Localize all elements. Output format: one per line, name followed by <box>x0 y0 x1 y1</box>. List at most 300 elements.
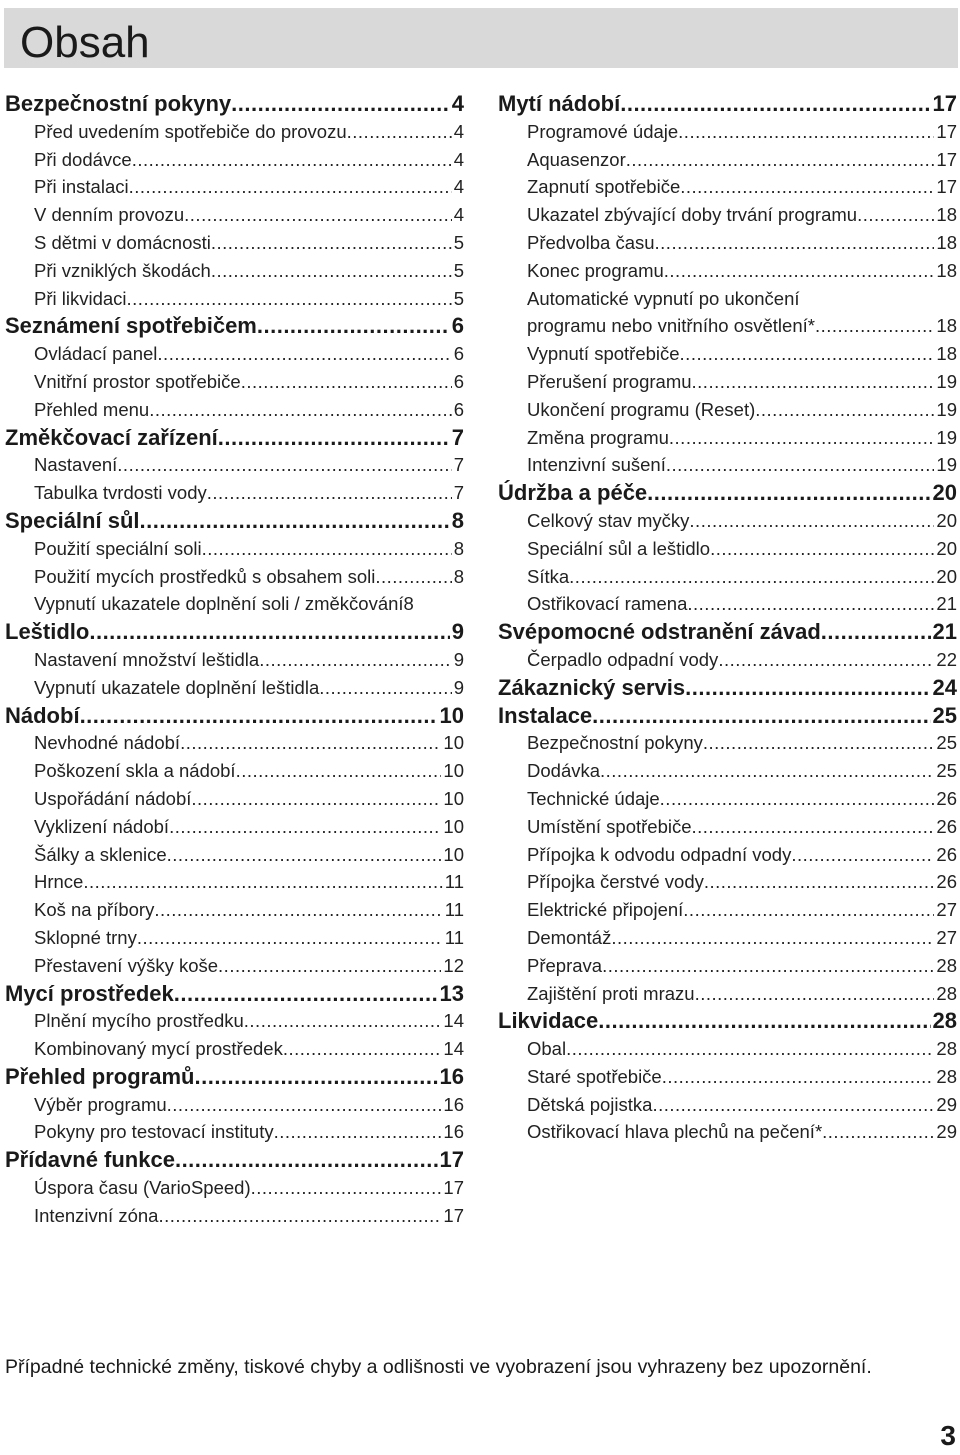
toc-section-link[interactable] <box>498 702 957 730</box>
toc-entry-title: Přípojka k odvodu odpadní vody <box>527 843 792 865</box>
toc-entry-title: Bezpečnostní pokyny <box>527 732 703 754</box>
toc-entry-page: 8 <box>403 593 414 615</box>
toc-dot-leader <box>167 1091 442 1119</box>
toc-dot-leader <box>89 618 449 646</box>
header-band <box>4 8 958 68</box>
toc-entry-page: 9 <box>453 648 464 670</box>
toc-entry-title: Při likvidaci <box>34 287 127 309</box>
toc-entry-page: 12 <box>443 954 464 976</box>
toc-dot-leader <box>600 757 934 785</box>
toc-subsection-link[interactable] <box>5 813 464 841</box>
toc-subsection-link[interactable] <box>498 785 957 813</box>
toc-subsection-link[interactable] <box>5 479 464 507</box>
toc-entry-title: Intenzivní sušení <box>527 454 666 476</box>
toc-entry-page: 26 <box>936 871 957 893</box>
toc-subsection-link[interactable] <box>5 229 464 257</box>
toc-dot-leader <box>174 980 438 1008</box>
toc-entry-page: 17 <box>936 120 957 142</box>
toc-subsection-link[interactable] <box>498 173 957 201</box>
toc-entry-title: Použití speciální soli <box>34 537 202 559</box>
toc-subsection-link[interactable] <box>5 1202 464 1230</box>
toc-entry-title: Vypnutí spotřebiče <box>527 343 680 365</box>
toc-dot-leader <box>680 340 935 368</box>
toc-entry-title: Staré spotřebiče <box>527 1065 662 1087</box>
toc-entry-title: programu nebo vnitřního osvětlení* <box>527 315 815 337</box>
toc-subsection-link[interactable] <box>5 535 464 563</box>
toc-section-link[interactable] <box>5 90 464 118</box>
toc-entry-title: Sklopné trny <box>34 926 137 948</box>
toc-entry-title: Čerpadlo odpadní vody <box>527 648 719 670</box>
toc-entry-page: 21 <box>932 619 957 645</box>
toc-subsection-link[interactable] <box>5 173 464 201</box>
toc-entry-page: 27 <box>936 899 957 921</box>
toc-entry-title: Ukončení programu (Reset) <box>527 398 756 420</box>
toc-entry-page: 10 <box>443 760 464 782</box>
toc-dot-leader <box>662 1063 935 1091</box>
toc-dot-leader <box>652 1091 934 1119</box>
toc-entry-page: 4 <box>453 204 464 226</box>
toc-entry-page: 29 <box>936 1121 957 1143</box>
toc-entry-page: 14 <box>443 1038 464 1060</box>
toc-entry-title: Dodávka <box>527 760 601 782</box>
toc-entry-page: 20 <box>936 565 957 587</box>
toc-entry-title: Demontáž <box>527 926 612 948</box>
toc-subsection-link[interactable] <box>498 312 957 340</box>
toc-entry-page: 29 <box>936 1093 957 1115</box>
toc-entry-page: 16 <box>443 1121 464 1143</box>
toc-subsection-link[interactable] <box>5 757 464 785</box>
toc-subsection-link[interactable] <box>498 229 957 257</box>
toc-entry-title: Mytí nádobí <box>498 91 621 116</box>
toc-entry-title: Sítka <box>527 565 570 587</box>
toc-entry-page: 28 <box>936 1038 957 1060</box>
toc-subsection-link[interactable] <box>498 507 957 535</box>
toc-subsection-link[interactable] <box>5 896 464 924</box>
toc-entry-title: Svépomocné odstranění závad <box>498 619 821 645</box>
toc-entry-page: 19 <box>936 454 957 476</box>
footer-note: Případné technické změny, tiskové chyby a odlišnosti ve vyobrazení jsou vyhrazeny bez upozornění. <box>5 1356 872 1378</box>
toc-dot-leader <box>251 1174 442 1202</box>
toc-entry-page: 10 <box>443 732 464 754</box>
toc-dot-leader <box>175 1146 438 1174</box>
toc-dot-leader <box>689 507 934 535</box>
toc-entry-page: 27 <box>936 926 957 948</box>
toc-entry-page: 18 <box>936 315 957 337</box>
toc-subsection-link[interactable] <box>5 563 464 591</box>
toc-column-right <box>498 90 957 1146</box>
toc-entry-title: S dětmi v domácnosti <box>34 231 211 253</box>
toc-dot-leader <box>191 785 441 813</box>
toc-entry-title: Přídavné funkce <box>5 1147 175 1173</box>
toc-entry-page: 25 <box>936 760 957 782</box>
toc-dot-leader <box>117 451 451 479</box>
toc-entry-title: Předvolba času <box>527 231 655 253</box>
page-title: Obsah <box>20 18 150 67</box>
toc-entry-page: 5 <box>453 287 464 309</box>
toc-entry-title: Při vzniklých škodách <box>34 259 211 281</box>
toc-entry-page: 4 <box>453 120 464 142</box>
toc-dot-leader <box>274 1118 442 1146</box>
toc-subsection-link[interactable] <box>498 896 957 924</box>
toc-entry-title: Výběr programu <box>34 1093 167 1115</box>
toc-entry-page: 25 <box>936 732 957 754</box>
toc-entry-page: 7 <box>451 424 464 450</box>
toc-entry-title: Instalace <box>498 702 593 728</box>
toc-dot-leader <box>194 1063 437 1091</box>
toc-dot-leader <box>158 1202 441 1230</box>
toc-section-link[interactable] <box>5 618 464 646</box>
toc-entry-title: Ostřikovací hlava plechů na pečení* <box>527 1121 823 1143</box>
toc-subsection-link[interactable] <box>5 952 464 980</box>
toc-dot-leader <box>566 1035 934 1063</box>
toc-entry-title: Konec programu <box>527 259 664 281</box>
toc-subsection-link[interactable] <box>498 424 957 452</box>
toc-entry-page: 10 <box>443 815 464 837</box>
toc-entry-title: Při dodávce <box>34 148 132 170</box>
toc-entry-title: Elektrické připojení <box>527 899 684 921</box>
toc-entry-title: Změna programu <box>527 426 669 448</box>
toc-subsection-link[interactable] <box>5 674 464 702</box>
toc-entry-title: Hrnce <box>34 871 84 893</box>
toc-dot-leader <box>202 535 452 563</box>
toc-subsection-link[interactable] <box>498 590 957 618</box>
toc-entry-page: 24 <box>932 674 957 700</box>
toc-entry-page: 11 <box>444 871 464 893</box>
toc-subsection-link[interactable] <box>5 201 464 229</box>
toc-subsection-link[interactable] <box>498 257 957 285</box>
toc-subsection-link[interactable] <box>5 118 464 146</box>
toc-entry-page: 22 <box>936 648 957 670</box>
toc-subsection-link[interactable] <box>498 980 957 1008</box>
toc-entry-title: Automatické vypnutí po ukončení <box>527 287 800 309</box>
toc-dot-leader <box>660 785 935 813</box>
toc-entry-page: 11 <box>444 926 464 948</box>
toc-entry-page: 21 <box>936 593 957 615</box>
toc-entry-page: 10 <box>443 787 464 809</box>
toc-dot-leader <box>655 229 935 257</box>
toc-subsection-link[interactable] <box>5 146 464 174</box>
toc-entry-title: Plnění mycího prostředku <box>34 1010 244 1032</box>
toc-dot-leader <box>157 340 451 368</box>
toc-entry-page: 28 <box>936 1065 957 1087</box>
toc-entry-page: 9 <box>451 619 464 645</box>
toc-dot-leader <box>80 702 438 730</box>
toc-dot-leader <box>791 841 934 869</box>
toc-subsection-link[interactable] <box>5 785 464 813</box>
toc-entry-page: 8 <box>453 565 464 587</box>
toc-subsection-link[interactable] <box>5 1035 464 1063</box>
toc-entry-title: Ostřikovací ramena <box>527 593 688 615</box>
toc-subsection-link[interactable] <box>498 952 957 980</box>
toc-section-link[interactable] <box>498 90 957 118</box>
toc-dot-leader <box>180 729 441 757</box>
toc-dot-leader <box>129 173 452 201</box>
toc-entry-title: Vnitřní prostor spotřebiče <box>34 370 241 392</box>
toc-entry-page: 13 <box>439 980 464 1006</box>
toc-subsection-link[interactable] <box>5 590 464 618</box>
toc-entry-title: Přehled menu <box>34 398 150 420</box>
toc-dot-leader <box>685 674 930 702</box>
toc-subsection-link[interactable] <box>5 396 464 424</box>
toc-entry-page: 7 <box>453 454 464 476</box>
toc-entry-page: 18 <box>936 343 957 365</box>
toc-dot-leader <box>598 1007 930 1035</box>
toc-entry-page: 28 <box>936 982 957 1004</box>
toc-dot-leader <box>169 813 441 841</box>
toc-subsection-link[interactable] <box>5 841 464 869</box>
toc-subsection-link[interactable] <box>498 201 957 229</box>
toc-subsection-link[interactable] <box>498 368 957 396</box>
toc-entry-title: Programové údaje <box>527 120 679 142</box>
toc-subsection-link[interactable] <box>498 118 957 146</box>
toc-entry-title: Při instalaci <box>34 176 129 198</box>
toc-dot-leader <box>218 424 450 452</box>
toc-dot-leader <box>127 285 452 313</box>
toc-entry-page: 8 <box>451 507 464 533</box>
toc-dot-leader <box>687 590 934 618</box>
toc-subsection-link[interactable] <box>5 1118 464 1146</box>
toc-entry-title: Umístění spotřebiče <box>527 815 692 837</box>
toc-subsection-link[interactable] <box>498 285 957 313</box>
toc-entry-page: 20 <box>936 509 957 531</box>
toc-subsection-link[interactable] <box>498 1091 957 1119</box>
toc-entry-title: Použití mycích prostředků s obsahem soli <box>34 565 376 587</box>
toc-entry-page: 14 <box>443 1010 464 1032</box>
toc-subsection-link[interactable] <box>5 1091 464 1119</box>
toc-entry-title: Speciální sůl a leštidlo <box>527 537 711 559</box>
toc-entry-page: 18 <box>936 204 957 226</box>
toc-dot-leader <box>184 201 452 229</box>
toc-entry-page: 10 <box>439 702 464 728</box>
toc-entry-page: 6 <box>453 343 464 365</box>
toc-subsection-link[interactable] <box>5 340 464 368</box>
toc-entry-title: Ukazatel zbývající doby trvání programu <box>527 204 858 226</box>
toc-entry-title: Nevhodné nádobí <box>34 732 181 754</box>
toc-subsection-link[interactable] <box>5 1174 464 1202</box>
toc-entry-title: Koš na příbory <box>34 899 155 921</box>
toc-subsection-link[interactable] <box>498 396 957 424</box>
toc-section-link[interactable] <box>5 507 464 535</box>
toc-dot-leader <box>236 757 442 785</box>
toc-dot-leader <box>669 424 935 452</box>
toc-entry-page: 28 <box>932 1008 957 1034</box>
toc-entry-title: V denním provozu <box>34 204 185 226</box>
toc-entry-page: 25 <box>932 702 957 728</box>
toc-subsection-link[interactable] <box>5 285 464 313</box>
toc-subsection-link[interactable] <box>5 868 464 896</box>
toc-entry-page: 4 <box>451 91 464 116</box>
toc-entry-page: 6 <box>453 370 464 392</box>
toc-dot-leader <box>620 90 930 118</box>
toc-entry-page: 5 <box>453 231 464 253</box>
toc-dot-leader <box>218 952 441 980</box>
toc-entry-page: 26 <box>936 843 957 865</box>
toc-dot-leader <box>83 868 442 896</box>
toc-dot-leader <box>704 868 935 896</box>
toc-entry-page: 10 <box>443 843 464 865</box>
toc-dot-leader <box>821 618 931 646</box>
toc-entry-page: 26 <box>936 787 957 809</box>
toc-dot-leader <box>154 896 442 924</box>
page-number: 3 <box>940 1420 956 1451</box>
toc-dot-leader <box>132 146 452 174</box>
toc-entry-title: Šálky a sklenice <box>34 843 167 865</box>
toc-dot-leader <box>822 1118 934 1146</box>
toc-dot-leader <box>683 896 934 924</box>
toc-section-link[interactable] <box>5 1063 464 1091</box>
toc-dot-leader <box>692 813 935 841</box>
toc-dot-leader <box>611 924 934 952</box>
toc-entry-page: 4 <box>453 176 464 198</box>
toc-dot-leader <box>211 257 452 285</box>
toc-entry-title: Nastavení <box>34 454 118 476</box>
toc-section-link[interactable] <box>5 980 464 1008</box>
toc-entry-title: Přeprava <box>527 954 603 976</box>
toc-dot-leader <box>718 646 934 674</box>
toc-section-link[interactable] <box>5 312 464 340</box>
toc-entry-page: 17 <box>443 1204 464 1226</box>
toc-entry-title: Před uvedením spotřebiče do provozu <box>34 120 347 142</box>
toc-section-link[interactable] <box>5 1146 464 1174</box>
toc-entry-title: Leštidlo <box>5 619 90 645</box>
toc-entry-page: 18 <box>936 231 957 253</box>
toc-entry-page: 6 <box>453 398 464 420</box>
toc-subsection-link[interactable] <box>498 757 957 785</box>
toc-dot-leader <box>815 312 934 340</box>
toc-dot-leader <box>244 1007 442 1035</box>
toc-entry-title: Pokyny pro testovací instituty <box>34 1121 274 1143</box>
toc-subsection-link[interactable] <box>498 841 957 869</box>
toc-section-link[interactable] <box>5 424 464 452</box>
toc-entry-page: 18 <box>936 259 957 281</box>
toc-entry-title: Ovládací panel <box>34 343 158 365</box>
toc-subsection-link[interactable] <box>5 646 464 674</box>
toc-subsection-link[interactable] <box>498 451 957 479</box>
toc-entry-title: Zákaznický servis <box>498 674 686 700</box>
toc-subsection-link[interactable] <box>498 1035 957 1063</box>
toc-section-link[interactable] <box>498 1007 957 1035</box>
toc-entry-title: Dětská pojistka <box>527 1093 653 1115</box>
toc-entry-title: Změkčovací zařízení <box>5 424 218 450</box>
toc-entry-title: Přehled programů <box>5 1063 195 1089</box>
toc-entry-title: Likvidace <box>498 1008 599 1034</box>
toc-subsection-link[interactable] <box>5 257 464 285</box>
toc-dot-leader <box>137 924 443 952</box>
toc-dot-leader <box>259 646 452 674</box>
toc-dot-leader <box>695 980 935 1008</box>
toc-section-link[interactable] <box>498 479 957 507</box>
toc-entry-page: 16 <box>439 1063 464 1089</box>
toc-dot-leader <box>692 368 935 396</box>
toc-subsection-link[interactable] <box>498 563 957 591</box>
toc-dot-leader <box>626 146 935 174</box>
toc-column-left <box>5 90 464 1230</box>
toc-entry-page: 20 <box>936 537 957 559</box>
toc-entry-page: 28 <box>936 954 957 976</box>
toc-entry-page: 16 <box>443 1093 464 1115</box>
toc-entry-page: 20 <box>932 480 957 506</box>
toc-subsection-link[interactable] <box>498 1063 957 1091</box>
toc-entry-title: Přípojka čerstvé vody <box>527 871 704 893</box>
toc-subsection-link[interactable] <box>498 340 957 368</box>
toc-subsection-link[interactable] <box>498 146 957 174</box>
toc-entry-title: Úspora času (VarioSpeed) <box>34 1177 251 1199</box>
toc-entry-title: Přestavení výšky koše <box>34 954 219 976</box>
toc-dot-leader <box>592 702 930 730</box>
toc-entry-title: Uspořádání nádobí <box>34 787 192 809</box>
toc-dot-leader <box>375 563 451 591</box>
toc-dot-leader <box>569 563 934 591</box>
toc-dot-leader <box>167 841 442 869</box>
toc-entry-page: 17 <box>443 1177 464 1199</box>
toc-entry-page: 6 <box>451 313 464 339</box>
toc-dot-leader <box>211 229 452 257</box>
toc-subsection-link[interactable] <box>5 451 464 479</box>
toc-subsection-link[interactable] <box>498 646 957 674</box>
toc-entry-page: 26 <box>936 815 957 837</box>
toc-dot-leader <box>664 257 935 285</box>
toc-dot-leader <box>678 118 934 146</box>
toc-subsection-link[interactable] <box>498 1118 957 1146</box>
toc-subsection-link[interactable] <box>498 729 957 757</box>
toc-entry-title: Aquasenzor <box>527 148 626 170</box>
toc-dot-leader <box>602 952 934 980</box>
toc-dot-leader <box>140 507 450 535</box>
toc-section-link[interactable] <box>498 618 957 646</box>
toc-subsection-link[interactable] <box>5 924 464 952</box>
toc-entry-page: 5 <box>453 259 464 281</box>
toc-dot-leader <box>207 479 452 507</box>
toc-subsection-link[interactable] <box>498 535 957 563</box>
toc-entry-page: 17 <box>936 148 957 170</box>
toc-dot-leader <box>149 396 452 424</box>
toc-entry-title: Přerušení programu <box>527 370 692 392</box>
toc-entry-title: Vypnutí ukazatele doplnění leštidla <box>34 676 320 698</box>
toc-entry-title: Tabulka tvrdosti vody <box>34 482 207 504</box>
toc-entry-page: 4 <box>453 148 464 170</box>
toc-subsection-link[interactable] <box>498 813 957 841</box>
toc-dot-leader <box>319 674 451 702</box>
toc-entry-page: 17 <box>932 91 957 116</box>
toc-entry-page: 19 <box>936 426 957 448</box>
toc-dot-leader <box>231 90 450 118</box>
toc-entry-page: 17 <box>439 1147 464 1173</box>
toc-entry-title: Vyklizení nádobí <box>34 815 170 837</box>
toc-entry-page: 7 <box>453 482 464 504</box>
toc-entry-title: Seznámení spotřebičem <box>5 313 257 339</box>
toc-dot-leader <box>347 118 452 146</box>
toc-subsection-link[interactable] <box>5 368 464 396</box>
toc-entry-title: Zapnutí spotřebiče <box>527 176 681 198</box>
toc-section-link[interactable] <box>498 674 957 702</box>
toc-subsection-link[interactable] <box>498 868 957 896</box>
toc-entry-title: Nastavení množství leštidla <box>34 648 260 670</box>
toc-dot-leader <box>241 368 452 396</box>
toc-subsection-link[interactable] <box>5 1007 464 1035</box>
toc-entry-title: Údržba a péče <box>498 480 648 506</box>
toc-subsection-link[interactable] <box>5 729 464 757</box>
toc-entry-title: Technické údaje <box>527 787 660 809</box>
toc-entry-page: 9 <box>453 676 464 698</box>
toc-entry-title: Speciální sůl <box>5 507 140 533</box>
toc-entry-page: 19 <box>936 370 957 392</box>
toc-dot-leader <box>703 729 935 757</box>
toc-dot-leader <box>666 451 935 479</box>
toc-dot-leader <box>680 173 934 201</box>
toc-section-link[interactable] <box>5 702 464 730</box>
toc-subsection-link[interactable] <box>498 924 957 952</box>
toc-entry-title: Mycí prostředek <box>5 980 174 1006</box>
